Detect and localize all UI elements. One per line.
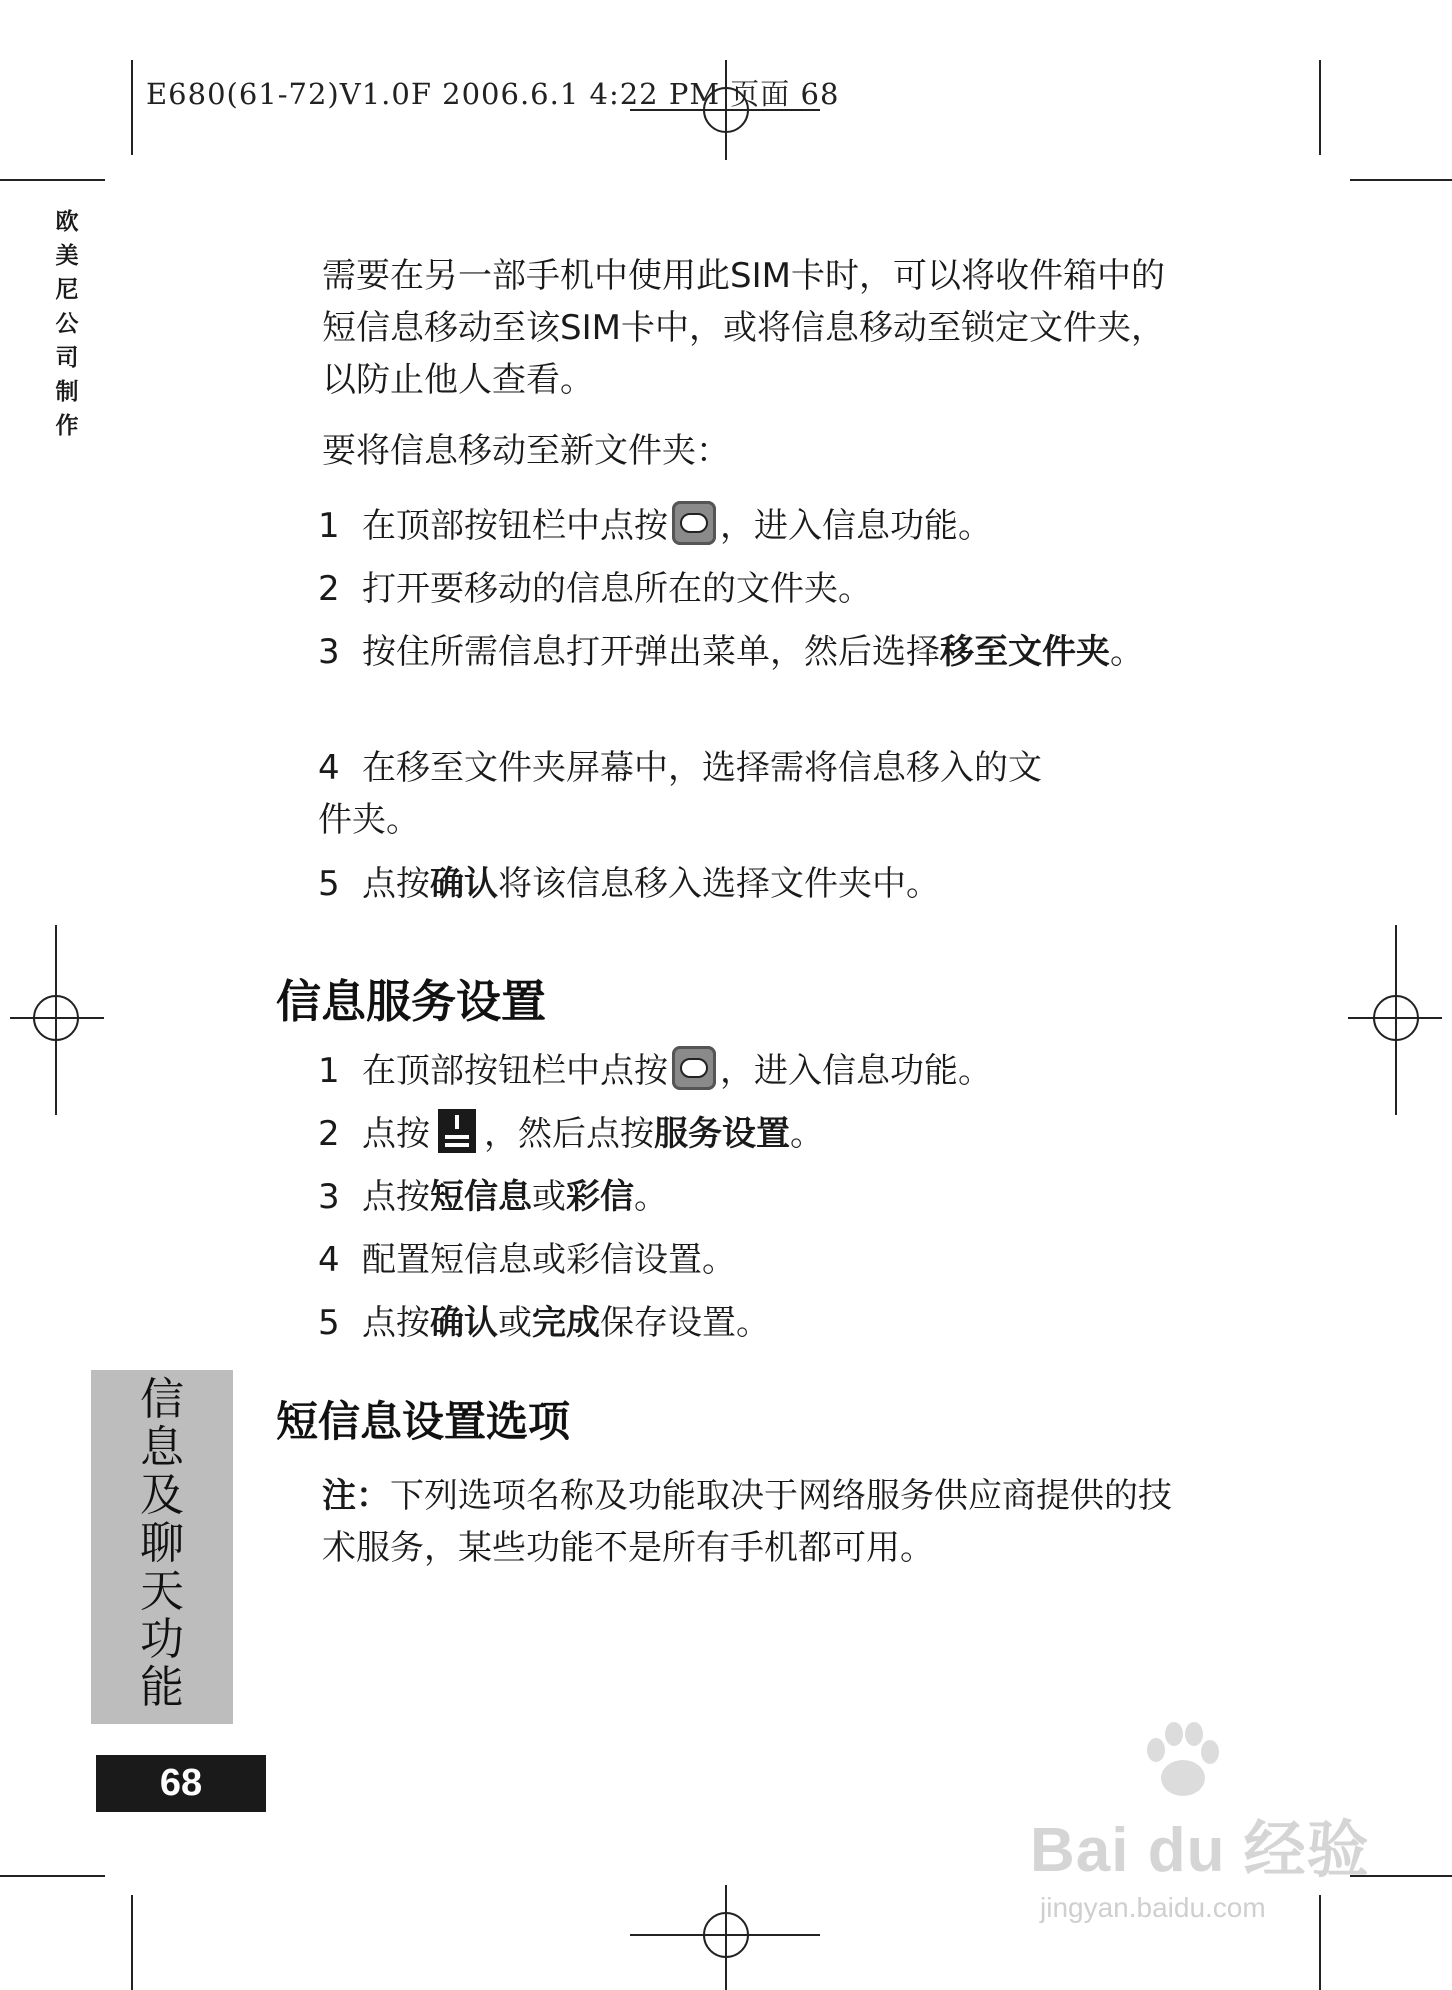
step-text: ，进入信息功能。 [720, 1051, 992, 1091]
step-text: 或 [532, 1177, 566, 1217]
publisher-char: 美 [55, 243, 79, 269]
chapter-char: 天 [140, 1566, 184, 1617]
move-step-3 [318, 626, 1178, 678]
chapter-char: 功 [140, 1614, 184, 1665]
step-text: ，进入信息功能。 [720, 506, 992, 546]
step-bold: 确认 [430, 864, 498, 904]
page-number: 68 [96, 1755, 266, 1812]
chapter-char: 息 [140, 1422, 184, 1473]
step-text: 配置短信息或彩信设置。 [362, 1240, 736, 1280]
step-bold: 短信息 [430, 1177, 532, 1217]
service-step-2 [318, 1108, 1178, 1160]
step-number: 5 [318, 1303, 340, 1343]
publisher-char: 司 [55, 345, 79, 371]
message-app-icon [672, 501, 716, 545]
step-text: 点按 [362, 1114, 430, 1154]
step-text: 将该信息移入选择文件夹中。 [498, 864, 940, 904]
watermark-url: jingyan.baidu.com [1040, 1892, 1266, 1923]
move-step-4 [318, 742, 1058, 846]
publisher-char: 作 [55, 413, 79, 439]
step-number: 3 [318, 1177, 340, 1217]
step-text: 保存设置。 [600, 1303, 770, 1343]
step-text: 。 [1110, 632, 1144, 672]
note-text: 下列选项名称及功能取决于网络服务供应商提供的技术服务，某些功能不是所有手机都可用。 [322, 1476, 1172, 1568]
chapter-char: 聊 [140, 1518, 184, 1569]
step-number: 2 [318, 569, 340, 609]
move-step-1 [318, 500, 1178, 552]
publisher-char: 欧 [55, 209, 79, 235]
step-text: 在顶部按钮栏中点按 [362, 506, 668, 546]
step-bold: 确认 [430, 1303, 498, 1343]
section-title-service: 信息服务设置 [276, 975, 547, 1028]
step-text: ，然后点按 [484, 1114, 654, 1154]
step-text: 。 [634, 1177, 668, 1217]
intro-paragraph: 需要在另一部手机中使用此SIM卡时，可以将收件箱中的短信息移动至该SIM卡中，或将信息移动至锁定文件夹，以防止他人查看。 [322, 256, 1165, 400]
publisher-char: 制 [55, 379, 79, 405]
note-label: 注： [322, 1476, 390, 1516]
step-number: 1 [318, 1051, 340, 1091]
step-number: 5 [318, 864, 340, 904]
intro-instruction: 要将信息移动至新文件夹： [322, 431, 730, 471]
print-header: E680(61-72)V1.0F 2006.6.1 4:22 PM 页面 68 [146, 77, 840, 111]
chapter-tab-label [91, 1376, 233, 1712]
note-paragraph [322, 1470, 1172, 1574]
baidu-paw-icon [1136, 1720, 1226, 1800]
step-number: 2 [318, 1114, 340, 1154]
chapter-char: 及 [140, 1470, 184, 1521]
step-bold: 移至文件夹 [940, 632, 1110, 672]
step-number: 4 [318, 748, 340, 788]
step-text: 点按 [362, 864, 430, 904]
step-text: 按住所需信息打开弹出菜单，然后选择 [362, 632, 940, 672]
message-app-icon [672, 1046, 716, 1090]
move-step-5 [318, 858, 1178, 910]
watermark-brand: Bai du 经验 [1030, 1816, 1370, 1885]
step-text: 在移至文件夹屏幕中，选择需将信息移入的文件夹。 [318, 748, 1042, 840]
move-step-2 [318, 563, 1178, 615]
step-number: 1 [318, 506, 340, 546]
step-number: 3 [318, 632, 340, 672]
step-bold: 彩信 [566, 1177, 634, 1217]
step-bold: 服务设置 [654, 1114, 790, 1154]
menu-up-icon [438, 1109, 476, 1153]
service-step-3 [318, 1171, 1178, 1223]
service-step-4 [318, 1234, 1178, 1286]
step-text: 打开要移动的信息所在的文件夹。 [362, 569, 872, 609]
chapter-char: 信 [140, 1374, 184, 1425]
publisher-char: 公 [55, 311, 79, 337]
publisher-char: 尼 [55, 277, 79, 303]
step-bold: 完成 [532, 1303, 600, 1343]
service-step-5 [318, 1297, 1178, 1349]
service-step-1 [318, 1045, 1178, 1097]
step-text: 或 [498, 1303, 532, 1343]
section-title-sms-options: 短信息设置选项 [276, 1397, 571, 1446]
step-text: 点按 [362, 1177, 430, 1217]
step-text: 点按 [362, 1303, 430, 1343]
chapter-char: 能 [140, 1662, 184, 1713]
step-text: 。 [790, 1114, 824, 1154]
publisher-vertical-label [50, 205, 84, 443]
step-text: 在顶部按钮栏中点按 [362, 1051, 668, 1091]
step-number: 4 [318, 1240, 340, 1280]
